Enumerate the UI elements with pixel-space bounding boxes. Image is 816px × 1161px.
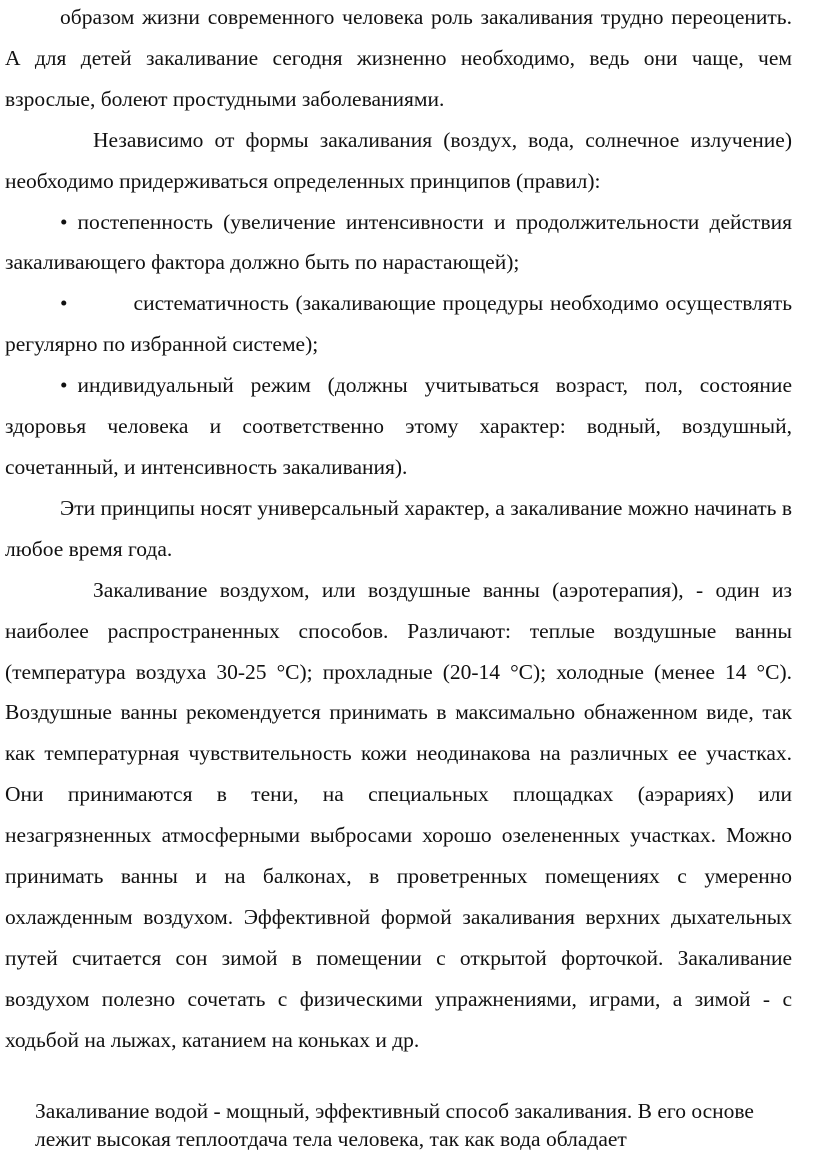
bullet-text-3: индивидуальный режим (должны учитываться возраст, пол, состояние здоровья человека и соответственно этому характер: водный, воздушный, сочетанный, и интенсивность закаливания). [5, 373, 792, 479]
paragraph-3-text: Эти принципы носят универсальный характер, а закаливание можно начинать в любое время года. [5, 495, 792, 561]
paragraph-1 [5, 0, 792, 120]
paragraph-1-text: образом жизни современного человека роль закаливания трудно переоценить. А для детей закаливание сегодня жизненно необходимо, ведь они чаще, чем взрослые, болеют простудными заболеваниями. [5, 5, 792, 111]
bullet-text-1: постепенность (увеличение интенсивности и продолжительности действия закаливающего фактора должно быть по нарастающей); [5, 209, 792, 275]
bullet-marker-3: • [60, 373, 68, 398]
bullet-item-2 [5, 283, 792, 365]
bullet-item-3 [5, 365, 792, 488]
paragraph-3 [5, 488, 792, 570]
document-content [5, 0, 792, 1061]
paragraph-2-text: Независимо от формы закаливания (воздух, вода, солнечное излучение) необходимо придерживаться определенных принципов (правил): [5, 127, 792, 193]
paragraph-5 [35, 1097, 775, 1153]
paragraph-5-text: Закаливание водой - мощный, эффективный способ закаливания. В его основе лежит высокая теплоотдача тела человека, так как вода обладает [35, 1099, 754, 1151]
bullet-marker-1: • [60, 209, 68, 234]
paragraph-2 [5, 120, 792, 202]
paragraph-4 [5, 570, 792, 1061]
bullet-marker-2: • [60, 291, 68, 316]
paragraph-4-text: Закаливание воздухом, или воздушные ванны (аэротерапия), - один из наиболее распространенных способов. Различают: теплые воздушные ванны (температура воздуха 30-25 °С); прохладные (20-14 °С); холодные (менее 14 °С). Воздушные ванны рекомендуется принимать в максимально обнаженном виде, так как температурная чувствительность кожи неодинакова на различных ее участках. Они принимаются в тени, на специальных площадках (аэрариях) или незагрязненных атмосферными выбросами хорошо озелененных участках. Можно принимать ванны и на балконах, в проветренных помещениях с умеренно охлажденным воздухом. Эффективной формой закаливания верхних дыхательных путей считается сон зимой в помещении с открытой форточкой. Закаливание воздухом полезно сочетать с физическими упражнениями, играми, а зимой - с ходьбой на лыжах, катанием на коньках и др. [5, 577, 792, 1052]
bullet-text-2: систематичность (закаливающие процедуры необходимо осуществлять регулярно по избранной системе); [5, 291, 792, 357]
bullet-item-1 [5, 202, 792, 284]
